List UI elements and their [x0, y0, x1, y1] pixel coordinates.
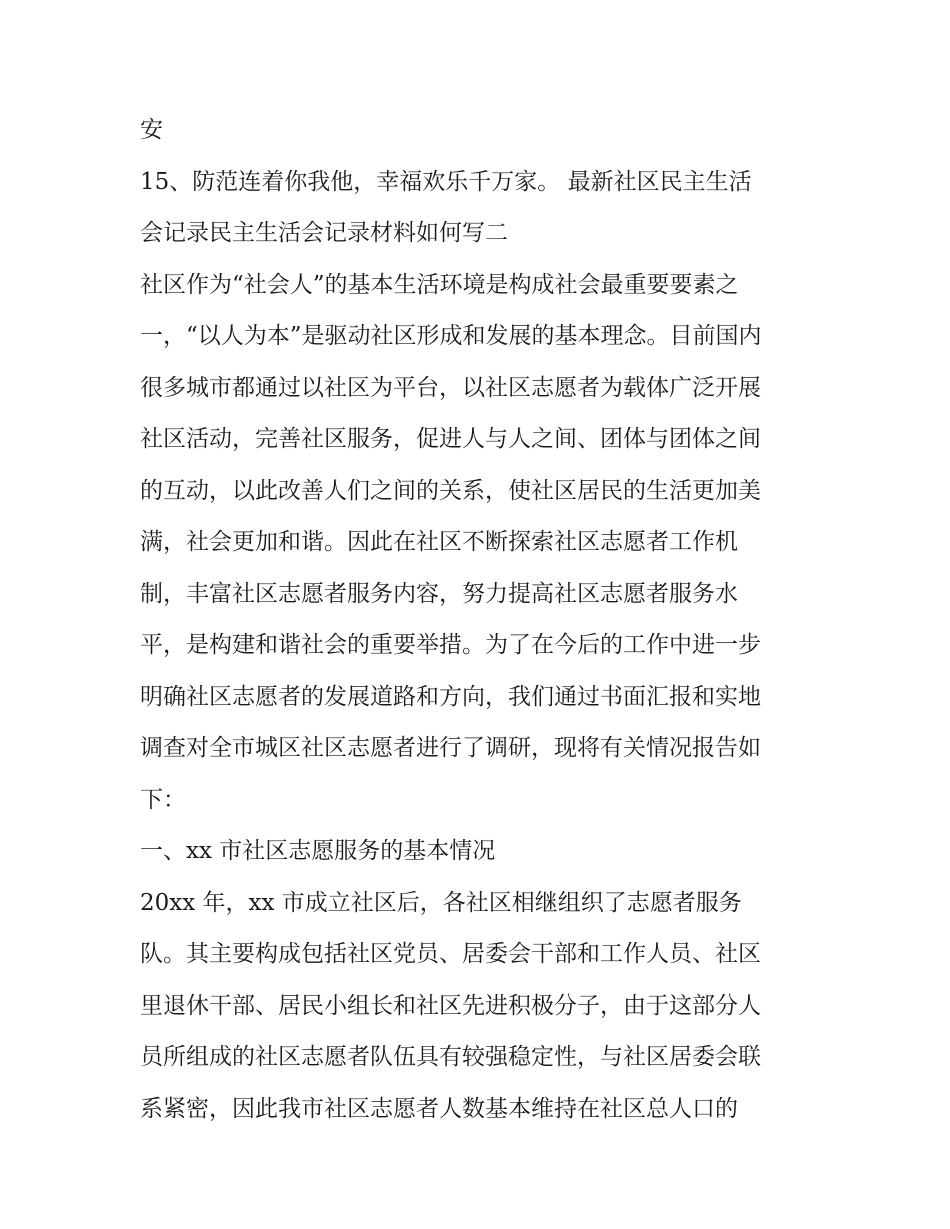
text-line: 队。其主要构成包括社区党员、居委会干部和工作人员、社区 [140, 941, 761, 967]
text-line: 平，是构建和谐社会的重要举措。为了在今后的工作中进一步 [140, 632, 761, 658]
document-body [140, 105, 820, 1135]
text-line: 系紧密，因此我市社区志愿者人数基本维持在社区总人口的 [140, 1095, 738, 1122]
text-line: 制，丰富社区志愿者服务内容，努力提高社区志愿者服务水 [140, 580, 738, 607]
text-line: 社区活动，完善社区服务，促进人与人之间、团体与团体之间 [140, 426, 761, 452]
text-line: 明确社区志愿者的发展道路和方向，我们通过书面汇报和实地 [140, 683, 761, 710]
text-line: 安 [140, 117, 163, 143]
text-line: 下： [140, 786, 186, 813]
text-line: 里退休干部、居民小组长和社区先进积极分子，由于这部分人 [140, 992, 761, 1019]
section-heading: 一、xx 市社区志愿服务的基本情况 [140, 838, 496, 864]
text-line: 满，社会更加和谐。因此在社区不断探索社区志愿者工作机 [140, 529, 738, 555]
text-line: 很多城市都通过以社区为平台，以社区志愿者为载体广泛开展 [140, 374, 761, 401]
text-line: 15、防范连着你我他，幸福欢乐千万家。 最新社区民主生活 [140, 168, 752, 195]
text-line: 的互动，以此改善人们之间的关系，使社区居民的生活更加美 [140, 477, 761, 504]
text-line: 会记录民主生活会记录材料如何写二 [140, 220, 508, 246]
text-line: 调查对全市城区社区志愿者进行了调研，现将有关情况报告如 [140, 735, 761, 761]
text-line: 20xx 年，xx 市成立社区后，各社区相继组织了志愿者服务 [140, 889, 742, 916]
text-line: 社区作为“社会人”的基本生活环境是构成社会最重要要素之 [140, 271, 739, 298]
text-line: 员所组成的社区志愿者队伍具有较强稳定性，与社区居委会联 [140, 1044, 761, 1070]
text-line: 一，“以人为本”是驱动社区形成和发展的基本理念。目前国内 [140, 323, 762, 349]
